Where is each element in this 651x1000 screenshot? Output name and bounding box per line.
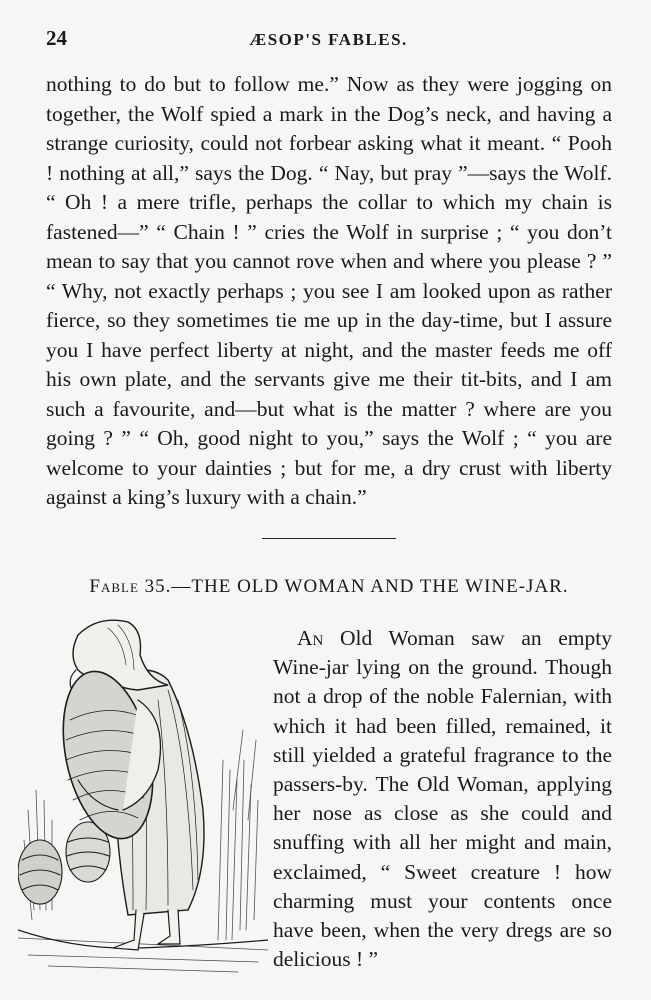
fable-body-text: Old Woman saw an empty Wine-jar lying on the ground. Though not a drop of the noble Falernian, with which it had been filled, remained, it still yielded a grateful fragrance to the passers-by. The Old Woman, applying her nose as close as she could and snuffing with all her might and main, exclaimed, “ Sweet creature ! how charming must your contents once have been, when the very dregs are so delicious ! ” [273, 626, 612, 972]
paragraph [273, 624, 612, 974]
section-divider [262, 538, 396, 539]
page-number: 24 [46, 26, 67, 50]
old-woman-with-wine-jar-engraving [18, 610, 268, 980]
fable-body [273, 624, 612, 974]
paragraph: nothing to do but to follow me.” Now as they were jogging on together, the Wolf spied a mark in the Dog’s neck, and having a strange curiosity, could not forbear asking what it meant. “ Pooh ! nothing at all,” says the Dog. “ Nay, but pray ”—says the Wolf. “ Oh ! a mere trifle, perhaps the collar to which my chain is fastened—” “ Chain ! ” cries the Wolf in surprise ; “ you don’t mean to say that you cannot rove when and where you please ? ” “ Why, not exactly perhaps ; you see I am looked upon as rather fierce, so they sometimes tie me up in the day-time, but I assure you I have perfect liberty at night, and the master feeds me off his own plate, and the servants give me their tit-bits, and I am such a favourite, and—but what is the matter ? where are you going ? ” “ Oh, good night to you,” says the Wolf ; “ you are welcome to your dainties ; but for me, a dry crust with liberty against a king’s luxury with a chain.” [46, 72, 612, 509]
continued-fable-text [46, 70, 612, 513]
fable-number: Fable 35. [89, 576, 172, 597]
opening-word: An [297, 626, 324, 650]
page-header [46, 26, 611, 54]
running-title: ÆSOP'S FABLES. [249, 30, 408, 49]
fable-heading [46, 576, 612, 598]
fable-title: —THE OLD WOMAN AND THE WINE-JAR. [171, 576, 569, 597]
